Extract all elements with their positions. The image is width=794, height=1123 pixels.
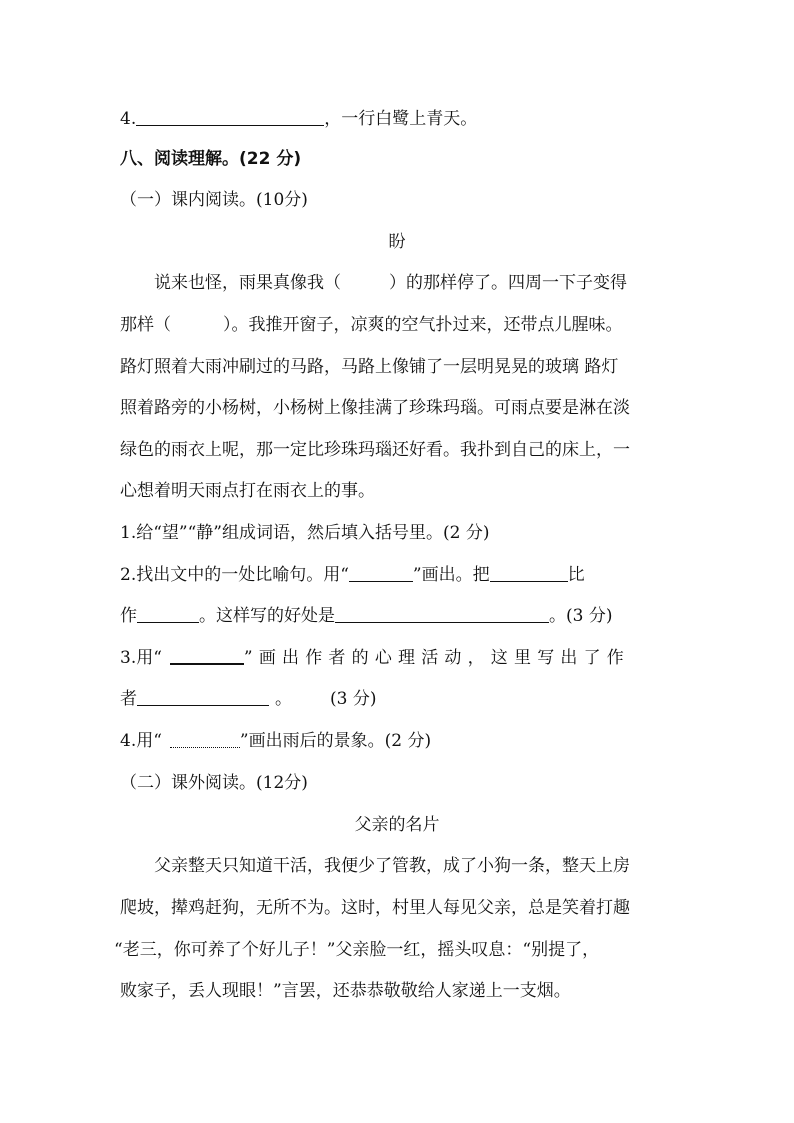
answer-blank[interactable] [137,688,269,706]
passage-text: 说来也怪，雨果真像我（ [154,273,341,293]
answer-blank[interactable] [490,564,568,582]
poem-line-text: ，一行白鹭上青天。 [324,109,478,129]
passage-line: 路灯照着大雨冲刷过的马路，马路上像铺了一层明晃晃的玻璃 路灯 [120,357,619,377]
question-4 [120,729,431,753]
question-1: 1.给“望”“静”组成词语，然后填入括号里。(2 分) [120,523,490,543]
question-text: 者 [120,689,137,709]
question-3-cont [120,687,376,711]
underline-marker-sample [170,730,240,748]
question-text: 4.用“ [120,731,162,751]
question-text: ”画出。把 [412,565,490,585]
answer-blank[interactable] [136,108,324,126]
question-text: 比 [567,565,585,585]
passage-text: 那样（ [120,315,171,335]
answer-blank[interactable] [137,605,199,623]
item-number: 4. [120,109,137,129]
question-text: 。这样写的好处是 [199,606,335,626]
passage-line: 败家子，丢人现眼！”言罢，还恭恭敬敬给人家递上一支烟。 [120,981,571,1001]
passage-line [120,313,623,337]
question-text: ”画出作者的心理活动，这里写出了作 [243,648,631,668]
passage-line: 绿色的雨衣上呢，那一定比珍珠玛瑙还好看。我扑到自己的床上，一 [120,440,630,460]
subsection-extracurricular-reading: （二）课外阅读。(12分) [120,773,308,793]
passage-text: ）的那样停了。四周一下子变得 [389,273,627,293]
section-heading-reading: 八、阅读理解。(22 分) [120,149,302,169]
subsection-in-class-reading: （一）课内阅读。(10分) [120,190,308,210]
underline-marker-sample [349,564,413,582]
passage-line: 爬坡，撵鸡赶狗，无所不为。这时，村里人每见父亲，总是笑着打趣 [120,898,630,918]
question-2-cont [120,604,612,628]
question-text: 。(3 分) [549,606,613,626]
question-text: ”画出雨后的景象。(2 分) [239,731,432,751]
passage-line [154,271,627,295]
poem-fill-line-4 [120,107,477,131]
passage-line: 照着路旁的小杨树，小杨树上像挂满了珍珠玛瑙。可雨点要是淋在淡 [120,398,630,418]
answer-blank[interactable] [335,605,549,623]
underline-marker-sample [170,646,244,665]
passage-line: 心想着明天雨点打在雨衣上的事。 [120,481,375,501]
question-2 [120,563,585,587]
question-text: 作 [120,606,137,626]
question-text: 2.找出文中的一处比喻句。用“ [120,565,349,585]
passage-line: “老三，你可养了个好儿子！”父亲脸一红，摇头叹息：“别提了， [114,940,600,960]
question-3 [120,646,630,670]
passage-text: ）。我推开窗子，凉爽的空气扑过来，还带点儿腥味。 [223,315,623,335]
question-text: (3 分) [330,689,377,709]
question-text: 。 [275,689,292,709]
passage-line: 父亲整天只知道干活，我便少了管教，成了小狗一条，整天上房 [154,856,630,876]
passage-title: 父亲的名片 [354,815,440,835]
question-text: 3.用“ [120,648,162,668]
passage-title: 盼 [388,232,406,252]
